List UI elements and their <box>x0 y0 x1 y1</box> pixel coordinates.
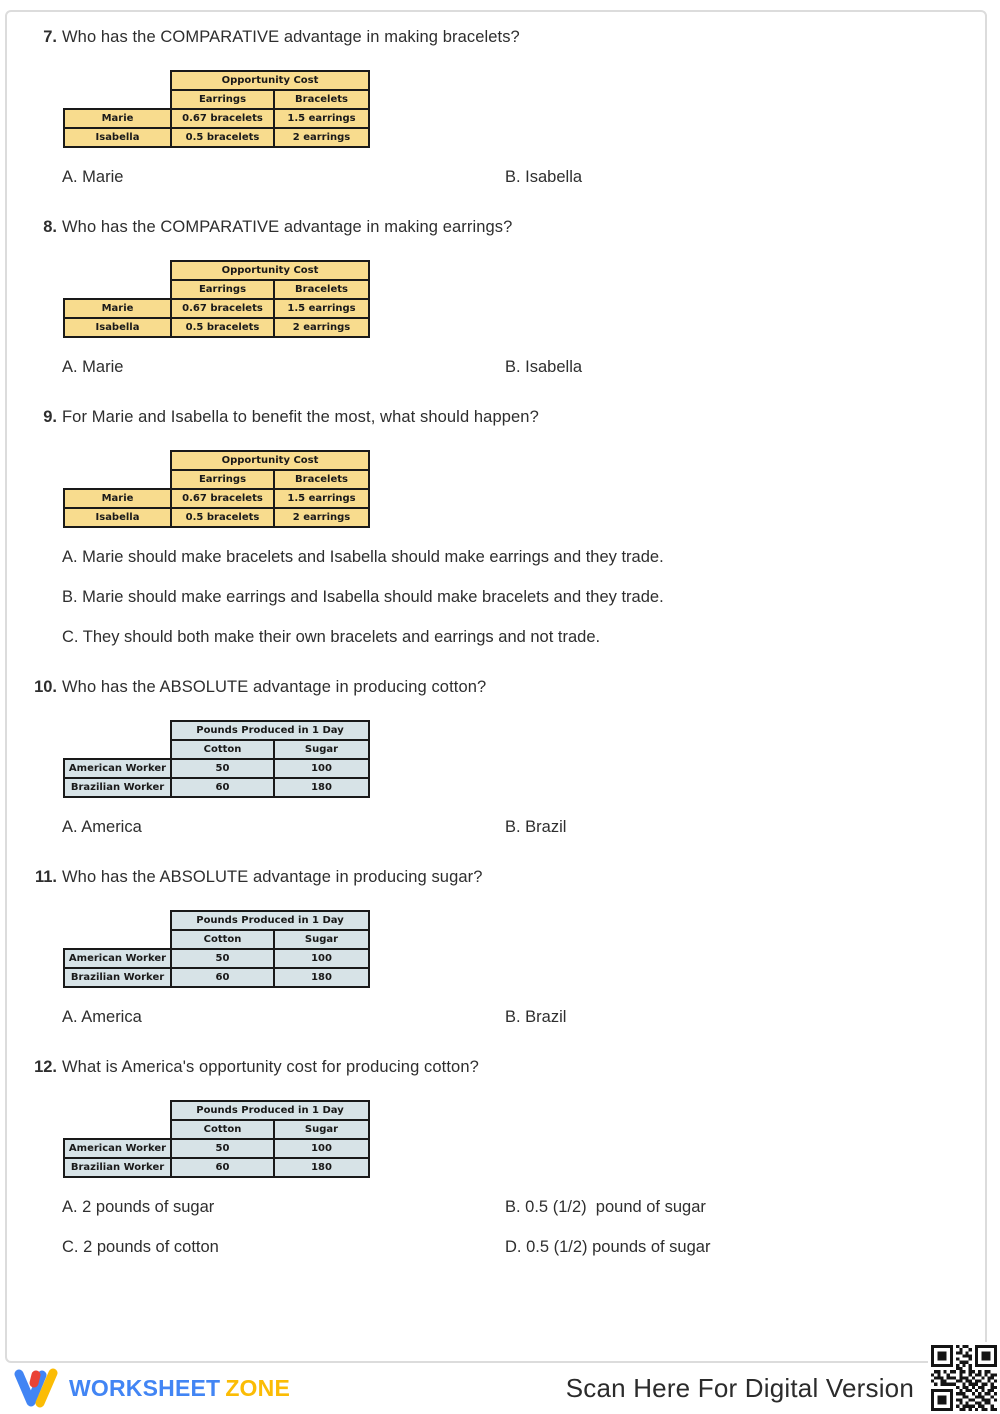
question-number: 9. <box>43 408 57 426</box>
column-header: Earrings <box>171 90 274 109</box>
opportunity-cost-table <box>63 260 370 338</box>
pounds-produced-table <box>63 720 370 798</box>
table-cell: 100 <box>274 949 369 968</box>
table-spacer-cell <box>64 280 171 299</box>
question-number: 7. <box>43 28 57 46</box>
table-spacer-cell <box>64 71 171 90</box>
table-cell: 180 <box>274 1158 369 1177</box>
table-spacer-cell <box>64 1120 171 1139</box>
column-header: Sugar <box>274 740 369 759</box>
question-block <box>30 677 965 837</box>
table-spacer-cell <box>64 721 171 740</box>
row-header: Isabella <box>64 508 171 527</box>
option-row <box>62 817 965 837</box>
answer-option: A. Marie should make bracelets and Isabella should make earrings and they trade. <box>62 548 664 566</box>
table-title: Opportunity Cost <box>171 451 369 470</box>
table-cell: 1.5 earrings <box>274 489 369 508</box>
question-text: Who has the ABSOLUTE advantage in producing cotton? <box>62 678 487 696</box>
option-row <box>62 1007 965 1027</box>
answer-option: B. Brazil <box>505 1008 567 1026</box>
answer-option: A. Marie <box>62 358 124 376</box>
question-text: Who has the COMPARATIVE advantage in making earrings? <box>62 218 513 236</box>
table-spacer-cell <box>64 930 171 949</box>
worksheetzone-logo <box>14 1366 290 1410</box>
table-cell: 1.5 earrings <box>274 109 369 128</box>
question-block <box>30 217 965 377</box>
answer-option: B. Isabella <box>505 168 583 186</box>
table-spacer-cell <box>64 911 171 930</box>
option-row <box>62 547 965 567</box>
answer-option: C. They should both make their own bracelets and earrings and not trade. <box>62 628 601 646</box>
table-cell: 0.5 bracelets <box>171 318 274 337</box>
table-cell: 50 <box>171 1139 274 1158</box>
row-header: Marie <box>64 109 171 128</box>
table-cell: 0.67 bracelets <box>171 489 274 508</box>
answer-options <box>62 1197 965 1257</box>
table-spacer-cell <box>64 451 171 470</box>
answer-option: A. America <box>62 818 142 836</box>
row-header: American Worker <box>64 949 171 968</box>
answer-option: A. 2 pounds of sugar <box>62 1198 215 1216</box>
answer-option: B. Brazil <box>505 818 567 836</box>
table-title: Pounds Produced in 1 Day <box>171 1101 369 1120</box>
column-header: Cotton <box>171 930 274 949</box>
question-text: What is America's opportunity cost for producing cotton? <box>62 1058 479 1076</box>
question-number: 8. <box>43 218 57 236</box>
answer-options <box>62 817 965 837</box>
pounds-produced-table <box>63 1100 370 1178</box>
column-header: Bracelets <box>274 470 369 489</box>
row-header: Brazilian Worker <box>64 968 171 987</box>
row-header: Brazilian Worker <box>64 778 171 797</box>
scan-here-text: Scan Here For Digital Version <box>565 1373 914 1403</box>
row-header: Isabella <box>64 318 171 337</box>
row-header: Marie <box>64 489 171 508</box>
table-cell: 1.5 earrings <box>274 299 369 318</box>
row-header: Isabella <box>64 128 171 147</box>
table-cell: 100 <box>274 759 369 778</box>
answer-option: C. 2 pounds of cotton <box>62 1238 219 1256</box>
question-block <box>30 407 965 647</box>
question-number: 10. <box>34 678 57 696</box>
question-text: Who has the COMPARATIVE advantage in making bracelets? <box>62 28 520 46</box>
table-spacer-cell <box>64 740 171 759</box>
option-row <box>62 1197 965 1217</box>
table-cell: 100 <box>274 1139 369 1158</box>
row-header: Brazilian Worker <box>64 1158 171 1177</box>
column-header: Earrings <box>171 470 274 489</box>
table-title: Opportunity Cost <box>171 261 369 280</box>
qr-code <box>928 1342 1000 1414</box>
table-cell: 0.5 bracelets <box>171 128 274 147</box>
table-cell: 180 <box>274 968 369 987</box>
answer-option: A. America <box>62 1008 142 1026</box>
table-spacer-cell <box>64 261 171 280</box>
table-cell: 60 <box>171 968 274 987</box>
brand-zone: ZONE <box>225 1374 291 1401</box>
question-text: Who has the ABSOLUTE advantage in producing sugar? <box>62 868 483 886</box>
column-header: Sugar <box>274 1120 369 1139</box>
table-cell: 60 <box>171 778 274 797</box>
opportunity-cost-table <box>63 70 370 148</box>
worksheetzone-logo-icon <box>14 1366 60 1410</box>
answer-option: B. Marie should make earrings and Isabella should make bracelets and they trade. <box>62 588 664 606</box>
table-cell: 180 <box>274 778 369 797</box>
answer-options <box>62 547 965 647</box>
option-row <box>62 587 965 607</box>
pounds-produced-table <box>63 910 370 988</box>
table-title: Pounds Produced in 1 Day <box>171 911 369 930</box>
question-number: 12. <box>34 1058 57 1076</box>
answer-options <box>62 167 965 187</box>
option-row <box>62 1237 965 1257</box>
opportunity-cost-table <box>63 450 370 528</box>
table-cell: 2 earrings <box>274 508 369 527</box>
answer-options <box>62 1007 965 1027</box>
option-row <box>62 627 965 647</box>
table-cell: 0.67 bracelets <box>171 109 274 128</box>
table-cell: 50 <box>171 949 274 968</box>
table-cell: 2 earrings <box>274 128 369 147</box>
table-spacer-cell <box>64 1101 171 1120</box>
row-header: American Worker <box>64 1139 171 1158</box>
table-cell: 0.67 bracelets <box>171 299 274 318</box>
answer-options <box>62 357 965 377</box>
brand-worksheet: WORKSHEET <box>69 1374 221 1401</box>
question-text: For Marie and Isabella to benefit the most, what should happen? <box>62 408 539 426</box>
column-header: Earrings <box>171 280 274 299</box>
table-cell: 0.5 bracelets <box>171 508 274 527</box>
row-header: Marie <box>64 299 171 318</box>
table-title: Pounds Produced in 1 Day <box>171 721 369 740</box>
column-header: Bracelets <box>274 280 369 299</box>
option-row <box>62 167 965 187</box>
answer-option: A. Marie <box>62 168 124 186</box>
qr-code-svg <box>931 1345 997 1411</box>
column-header: Cotton <box>171 1120 274 1139</box>
answer-option: D. 0.5 (1/2) pounds of sugar <box>505 1238 711 1256</box>
table-cell: 60 <box>171 1158 274 1177</box>
column-header: Bracelets <box>274 90 369 109</box>
row-header: American Worker <box>64 759 171 778</box>
table-title: Opportunity Cost <box>171 71 369 90</box>
table-cell: 2 earrings <box>274 318 369 337</box>
table-spacer-cell <box>64 470 171 489</box>
question-number: 11. <box>34 868 57 886</box>
column-header: Cotton <box>171 740 274 759</box>
table-cell: 50 <box>171 759 274 778</box>
answer-option: B. Isabella <box>505 358 583 376</box>
option-row <box>62 357 965 377</box>
worksheet-body <box>30 27 965 1287</box>
question-block <box>30 867 965 1027</box>
column-header: Sugar <box>274 930 369 949</box>
question-block <box>30 27 965 187</box>
question-block <box>30 1057 965 1257</box>
table-spacer-cell <box>64 90 171 109</box>
answer-option: B. 0.5 (1/2) pound of sugar <box>505 1198 706 1216</box>
